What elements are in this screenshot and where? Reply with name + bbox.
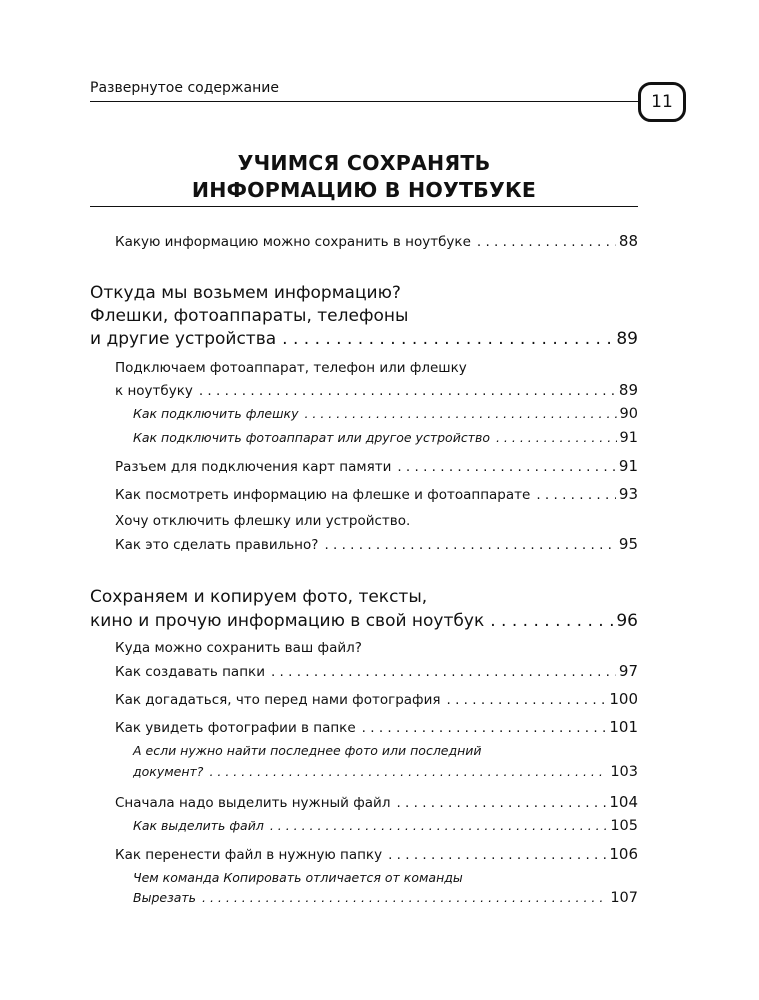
toc-subentry-page: 107 [610,890,638,906]
chapter-entry [90,611,638,631]
toc-entry [115,718,638,736]
toc-subentry-title: Как подключить фотоаппарат или другое устройство [133,430,490,445]
dot-leader [396,795,606,811]
toc-subentry-title: Как подключить флешку [133,406,299,421]
dot-leader [202,890,607,905]
dot-leader [490,611,613,631]
title-rule [90,206,638,207]
toc-entry-page: 100 [609,690,638,708]
dot-leader [282,329,613,349]
toc-subentry [133,406,638,422]
toc-entry-title-line-1: Хочу отключить флешку или устройство. [115,513,411,529]
chapter-title-line-3: и другие устройства [90,329,277,349]
toc-entry [115,535,638,553]
dot-leader [199,383,616,399]
toc-entry [115,662,638,680]
chapter-title-line-1: Сохраняем и копируем фото, тексты, [90,587,428,607]
toc-entry-title: Как увидеть фотографии в папке [115,720,356,736]
running-head: Развернутое содержание [90,80,279,96]
toc-entry-page: 91 [618,457,638,475]
page-number-badge [638,82,686,122]
chapter-page: 89 [616,329,638,349]
section-title-line-2: ИНФОРМАЦИЮ В НОУТБУКЕ [191,178,537,202]
toc-entry-title: Как перенести файл в нужную папку [115,847,383,863]
chapter-entry [90,329,638,349]
toc-subentry-title: Как выделить файл [133,818,264,833]
toc-entry-page: 97 [618,662,638,680]
toc-subentry-title-line-2: Вырезать [133,890,197,905]
dot-leader [271,664,616,680]
toc-entry-page: 88 [618,232,638,250]
dot-leader [536,487,616,503]
dot-leader [324,537,615,553]
toc-entry [115,845,638,863]
toc-entry-page: 106 [609,845,638,863]
toc-entry-title-line-2: Как это сделать правильно? [115,537,319,553]
section-title [90,150,638,204]
toc-subentry-page: 90 [619,406,638,422]
toc-subentry-title-line-1: Чем команда Копировать отличается от команды [133,870,463,885]
toc-subentry-page: 91 [619,430,638,446]
chapter-title-line-2: кино и прочую информацию в свой ноутбук [90,611,485,631]
dot-leader [397,459,616,475]
toc-entry-page: 95 [618,535,638,553]
toc-entry-page: 101 [609,718,638,736]
toc-entry-page: 93 [618,485,638,503]
toc-subentry-page: 105 [610,818,638,834]
toc-entry [115,381,638,399]
toc-entry [115,232,638,250]
page-number: 11 [651,92,673,112]
dot-leader [209,764,607,779]
toc-entry-page: 104 [609,793,638,811]
dot-leader [477,234,616,250]
chapter-title-line-1: Откуда мы возьмем информацию? [90,283,401,303]
chapter-page: 96 [616,611,638,631]
toc-subentry [133,890,638,906]
toc-entry-title: Сначала надо выделить нужный файл [115,795,391,811]
toc-subentry [133,430,638,446]
toc-entry-title-line-2: к ноутбуку [115,383,193,399]
toc-entry [115,457,638,475]
dot-leader [270,818,607,833]
toc-entry-title-line-2: Как создавать папки [115,664,265,680]
toc-entry-title-line-1: Куда можно сохранить ваш файл? [115,640,362,656]
header-rule [90,101,638,102]
toc-subentry [133,764,638,780]
toc-entry [115,690,638,708]
toc-entry [115,793,638,811]
dot-leader [304,406,616,421]
toc-entry [115,485,638,503]
toc-entry-title-line-1: Подключаем фотоаппарат, телефон или флешку [115,360,467,376]
toc-entry-title: Какую информацию можно сохранить в ноутбуке [115,234,471,250]
dot-leader [388,847,606,863]
toc-entry-title: Как догадаться, что перед нами фотография [115,692,441,708]
toc-entry-title: Разъем для подключения карт памяти [115,459,392,475]
chapter-title-line-2: Флешки, фотоаппараты, телефоны [90,306,409,326]
toc-subentry-title-line-2: документ? [133,764,204,779]
dot-leader [446,692,606,708]
dot-leader [362,720,607,736]
toc-subentry [133,818,638,834]
toc-subentry-page: 103 [610,764,638,780]
toc-entry-page: 89 [618,381,638,399]
toc-subentry-title-line-1: А если нужно найти последнее фото или последний [133,743,482,758]
section-title-line-1: УЧИМСЯ СОХРАНЯТЬ [237,151,491,175]
toc-entry-title: Как посмотреть информацию на флешке и фотоаппарате [115,487,531,503]
dot-leader [496,430,617,445]
